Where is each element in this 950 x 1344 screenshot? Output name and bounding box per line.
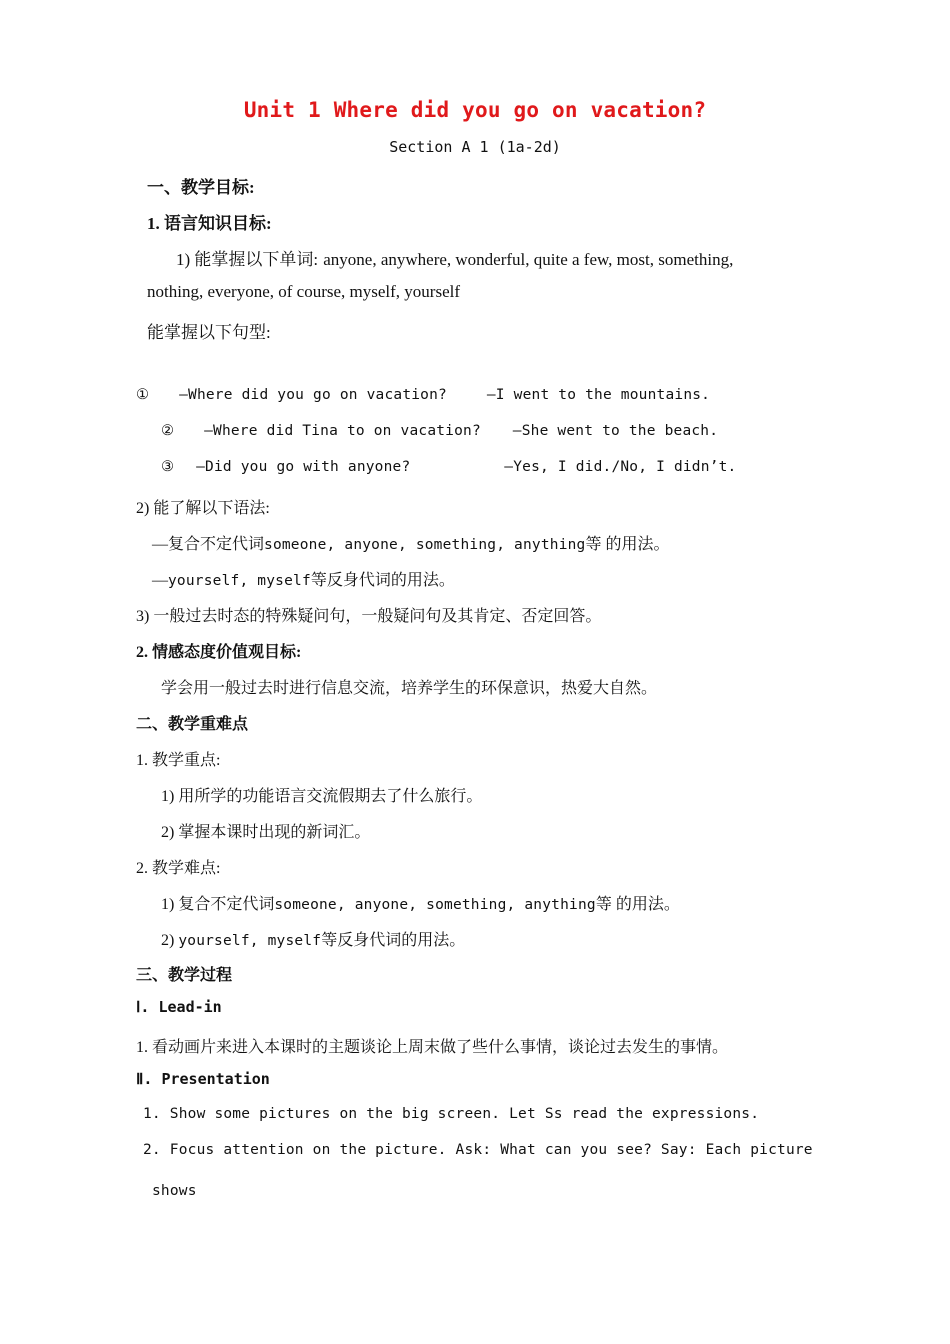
- words-label: 1) 能掌握以下单词:: [176, 250, 319, 269]
- page-subtitle: Section A 1 (1a-2d): [389, 138, 561, 156]
- grammar-point-1: —复合不定代词someone, anyone, something, anything等 的用法。: [152, 536, 670, 553]
- emotion-objectives-heading: 2. 情感态度价值观目标:: [136, 644, 302, 661]
- words-line-1: [176, 245, 733, 270]
- process-heading: 三、教学过程: [136, 967, 233, 984]
- key-points-heading: 二、教学重难点: [136, 716, 249, 733]
- grammar-label: 2) 能了解以下语法:: [136, 500, 270, 517]
- sentence-number: ③: [161, 459, 175, 475]
- page-title: Unit 1 Where did you go on vacation?: [243, 98, 707, 122]
- words-list-2: nothing, everyone, of course, myself, yourself: [147, 282, 460, 301]
- leadin-item-1: 1. 看动画片来进入本课时的主题谈论上周末做了些什么事情，谈论过去发生的事情。: [136, 1039, 729, 1056]
- presentation-item-1: 1. Show some pictures on the big screen. Let Ss read the expressions.: [143, 1106, 760, 1122]
- grammar-point-2: —yourself, myself等反身代词的用法。: [152, 572, 455, 589]
- objectives-heading: 一、教学目标:: [147, 178, 255, 197]
- sentence-row: [161, 423, 718, 439]
- sentence-number: ②: [161, 423, 175, 439]
- difficulty-label: 2. 教学难点:: [136, 860, 221, 877]
- focus-item-1: 1) 用所学的功能语言交流假期去了什么旅行。: [161, 788, 483, 805]
- presentation-item-2: 2. Focus attention on the picture. Ask: What can you see? Say: Each picture: [143, 1142, 813, 1158]
- sentence-question: —Where did Tina to on vacation?: [204, 423, 481, 439]
- sentence-number: ①: [136, 387, 150, 403]
- difficulty-item-1: 1) 复合不定代词someone, anyone, something, anything等 的用法。: [161, 896, 680, 913]
- words-list-1: anyone, anywhere, wonderful, quite a few, most, something,: [323, 250, 734, 269]
- sentence-row: [136, 387, 710, 403]
- sentence-answer: —I went to the mountains.: [486, 387, 711, 403]
- sentence-question: —Where did you go on vacation?: [179, 387, 447, 403]
- presentation-item-2-continued: shows: [152, 1183, 197, 1199]
- leadin-heading: Ⅰ. Lead-in: [136, 998, 222, 1016]
- sentences-label: 能掌握以下句型:: [147, 323, 271, 342]
- focus-item-2: 2) 掌握本课时出现的新词汇。: [161, 824, 371, 841]
- focus-label: 1. 教学重点:: [136, 752, 221, 769]
- difficulty-item-2: 2) yourself, myself等反身代词的用法。: [161, 932, 466, 949]
- presentation-heading: Ⅱ. Presentation: [136, 1070, 270, 1088]
- language-objectives-heading: 1. 语言知识目标:: [147, 214, 272, 233]
- emotion-objectives-text: 学会用一般过去时进行信息交流，培养学生的环保意识，热爱大自然。: [161, 680, 658, 697]
- grammar-point-3: 3) 一般过去时态的特殊疑问句，一般疑问句及其肯定、否定回答。: [136, 608, 602, 625]
- sentence-answer: —She went to the beach.: [512, 423, 719, 439]
- sentence-row: [161, 459, 736, 475]
- sentence-question: —Did you go with anyone?: [196, 459, 411, 475]
- sentence-answer: —Yes, I did./No, I didn’t.: [504, 459, 737, 475]
